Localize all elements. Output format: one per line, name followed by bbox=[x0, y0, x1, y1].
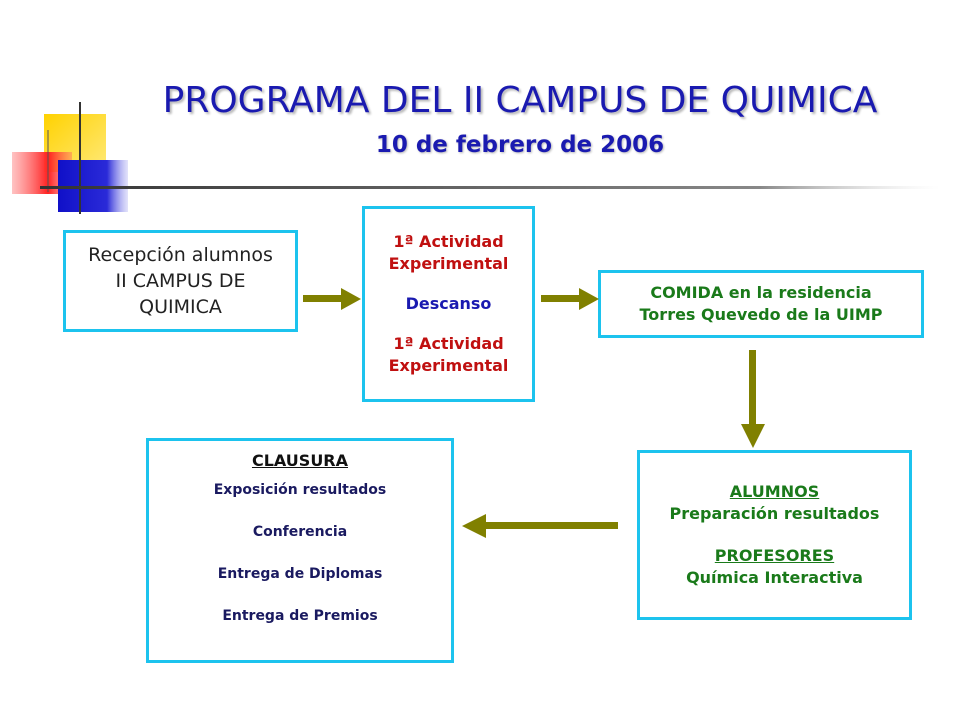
comida-line1: COMIDA en la residencia bbox=[650, 283, 872, 302]
descanso-label: Descanso bbox=[405, 294, 492, 313]
recepcion-line2: II CAMPUS DE bbox=[115, 270, 246, 292]
alumnos-heading: ALUMNOS bbox=[729, 482, 820, 501]
actividad-2-line1: 1ª Actividad bbox=[393, 334, 504, 353]
arrow-actividad-to-comida bbox=[541, 287, 601, 311]
title-underline bbox=[40, 185, 940, 191]
page-subtitle: 10 de febrero de 2006 bbox=[375, 132, 665, 158]
profesores-heading: PROFESORES bbox=[714, 546, 835, 565]
page-title: PROGRAMA DEL II CAMPUS DE QUIMICA bbox=[162, 80, 878, 121]
clausura-heading: CLAUSURA bbox=[251, 451, 349, 470]
clausura-item: Entrega de Premios bbox=[222, 608, 378, 624]
box-actividad bbox=[362, 206, 535, 402]
arrow-recepcion-to-actividad bbox=[303, 287, 363, 311]
actividad-2-line2: Experimental bbox=[388, 356, 509, 375]
profesores-text: Química Interactiva bbox=[686, 568, 863, 587]
clausura-item: Entrega de Diplomas bbox=[217, 566, 383, 582]
clausura-item: Exposición resultados bbox=[213, 482, 387, 498]
actividad-1-line2: Experimental bbox=[388, 254, 509, 273]
box-clausura bbox=[146, 438, 454, 663]
recepcion-line3: QUIMICA bbox=[139, 296, 222, 318]
comida-line2: Torres Quevedo de la UIMP bbox=[639, 305, 883, 324]
clausura-item: Conferencia bbox=[252, 524, 348, 540]
box-recepcion bbox=[63, 230, 298, 332]
actividad-1-line1: 1ª Actividad bbox=[393, 232, 504, 251]
alumnos-text: Preparación resultados bbox=[669, 504, 880, 523]
box-comida bbox=[598, 270, 924, 338]
recepcion-line1: Recepción alumnos bbox=[88, 244, 273, 266]
arrow-alumnos-to-clausura bbox=[460, 513, 620, 539]
box-alumnos bbox=[637, 450, 912, 620]
arrow-comida-to-alumnos bbox=[740, 350, 766, 450]
